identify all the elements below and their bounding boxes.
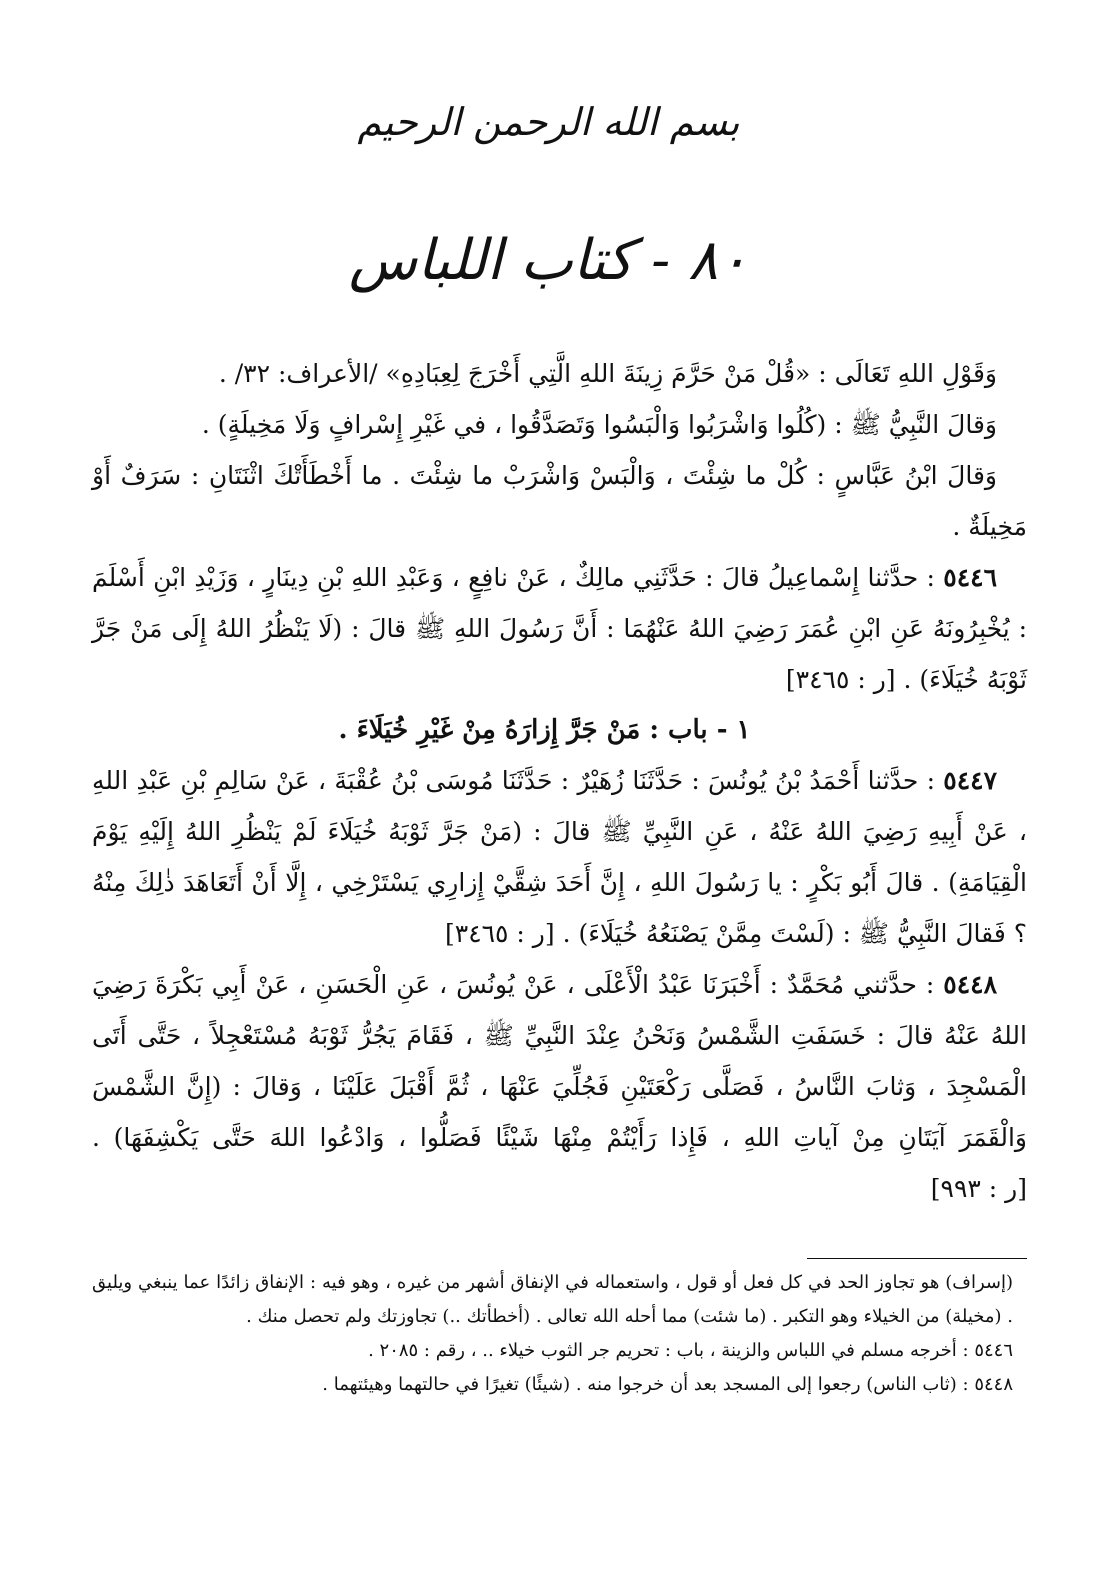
basmala-calligraphy: بسم الله الرحمن الرحيم xyxy=(357,100,740,144)
hadith-text: : حدَّثنا أَحْمَدُ بْنُ يُونُسَ : حَدَّثَنَا زُهَيْرٌ : حَدَّثَنَا مُوسَى بْنُ عُقْبَةَ ، عَنْ سَالِمِ بْنِ عَبْدِ اللهِ ، عَنْ أَبِيهِ رَضِيَ اللهُ عَنْهُ ، عَنِ النَّبِيِّ ﷺ قالَ : (مَنْ جَرَّ ثَوْبَهُ خُيَلَاءَ لَمْ يَنْظُرِ اللهُ إِلَيْهِ يَوْمَ الْقِيَامَةِ) . قالَ أَبُو بَكْرٍ : يا رَسُولَ اللهِ ، إِنَّ أَحَدَ شِقَّيْ إِزارِي يَسْتَرْخِي ، إِلَّا أَنْ أَتَعَاهَدَ ذٰلِكَ مِنْهُ ؟ فَقالَ النَّبِيُّ ﷺ : (لَسْتَ مِمَّنْ يَصْنَعُهُ خُيَلَاءَ) . xyxy=(92,766,1027,948)
intro-prophet-saying: وَقالَ النَّبِيُّ ﷺ : (كُلُوا وَاشْرَبُوا وَالْبَسُوا وَتَصَدَّقُوا ، في غَيْرِ إِسْرافٍ وَلَا مَخِيلَةٍ) . xyxy=(201,410,997,439)
hadith-5446 xyxy=(92,552,1027,705)
cross-reference: [ر : ٣٤٦٥] xyxy=(445,919,555,948)
book-title: ٨٠ - كتاب اللباس xyxy=(348,228,749,293)
hadith-number: ٥٤٤٦ xyxy=(943,563,997,592)
cross-reference: [ر : ٣٤٦٥] xyxy=(785,665,896,694)
intro-verse: وَقَوْلِ اللهِ تَعَالَى : «قُلْ مَنْ حَرَّمَ زِينَةَ اللهِ الَّتِي أَخْرَجَ لِعِبَادِهِ» /الأعراف: ٣٢/ . xyxy=(218,359,997,388)
hadith-number: ٥٤٤٧ xyxy=(943,766,997,795)
footnote-5446: ٥٤٤٦ : أخرجه مسلم في اللباس والزينة ، باب : تحريم جر الثوب خيلاء .. ، رقم : ٢٠٨٥ . xyxy=(368,1340,1013,1361)
cross-reference: [ر : ٩٩٣] xyxy=(930,1174,1027,1203)
chapter-heading: ١ - باب : مَنْ جَرَّ إِزارَهُ مِنْ غَيْرِ خُيَلَاءَ . xyxy=(338,715,751,745)
intro-ibn-abbas: وَقالَ ابْنُ عَبَّاسٍ : كُلْ ما شِئْتَ ، وَالْبَسْ وَاشْرَبْ ما شِئْتَ . ما أَخْطَأَتْكَ اثْنَتَانِ : سَرَفٌ أَوْ مَخِيلَةٌ . xyxy=(92,461,1027,541)
footnotes xyxy=(92,1266,1027,1402)
footnote-divider xyxy=(807,1258,1027,1259)
footnote-5448: ٥٤٤٨ : (ثاب الناس) رجعوا إلى المسجد بعد أن خرجوا منه . (شيئًا) تغيرًا في حالتهما وهيئتهما . xyxy=(322,1374,1013,1395)
footnote-vocabulary: (إسراف) هو تجاوز الحد في كل فعل أو قول ، واستعماله في الإنفاق أشهر من غيره ، وهو فيه : الإنفاق زائدًا عما ينبغي ويليق . (مخيلة) من الخيلاء وهو التكبر . (ما شئت) مما أحله الله تعالى . (أخطأتك ..) تجاوزتك ولم تحصل منك . xyxy=(92,1272,1013,1327)
main-text xyxy=(92,348,1027,1214)
hadith-text: : حدَّثنا إِسْماعِيلُ قالَ : حَدَّثَنِي مالِكٌ ، عَنْ نافِعٍ ، وَعَبْدِ اللهِ بْنِ دِينَارٍ ، وَزَيْدِ ابْنِ أَسْلَمَ : يُخْبِرُونَهُ عَنِ ابْنِ عُمَرَ رَضِيَ اللهُ عَنْهُمَا : أَنَّ رَسُولَ اللهِ ﷺ قالَ : (لَا يَنْظُرُ اللهُ إِلَى مَنْ جَرَّ ثَوْبَهُ خُيَلَاءَ) . xyxy=(92,563,1027,694)
hadith-text: : حدَّثني مُحَمَّدٌ : أَخْبَرَنَا عَبْدُ الْأَعْلَى ، عَنْ يُونُسَ ، عَنِ الْحَسَنِ ، عَنْ أَبِي بَكْرَةَ رَضِيَ اللهُ عَنْهُ قالَ : خَسَفَتِ الشَّمْسُ وَنَحْنُ عِنْدَ النَّبِيِّ ﷺ ، فَقَامَ يَجُرُّ ثَوْبَهُ مُسْتَعْجِلاً ، حَتَّى أَتَى الْمَسْجِدَ ، وَثابَ النَّاسُ ، فَصَلَّى رَكْعَتَيْنِ فَجُلِّيَ عَنْهَا ، ثُمَّ أَقْبَلَ عَلَيْنَا ، وَقالَ : (إِنَّ الشَّمْسَ وَالْقَمَرَ آيَتَانِ مِنْ آياتِ اللهِ ، فَإِذا رَأَيْتُمْ مِنْهَا شَيْئًا فَصَلُّوا ، وَادْعُوا اللهَ حَتَّى يَكْشِفَهَا) . xyxy=(92,970,1027,1152)
hadith-5448 xyxy=(92,959,1027,1214)
hadith-5447 xyxy=(92,755,1027,959)
hadith-number: ٥٤٤٨ xyxy=(943,970,997,999)
